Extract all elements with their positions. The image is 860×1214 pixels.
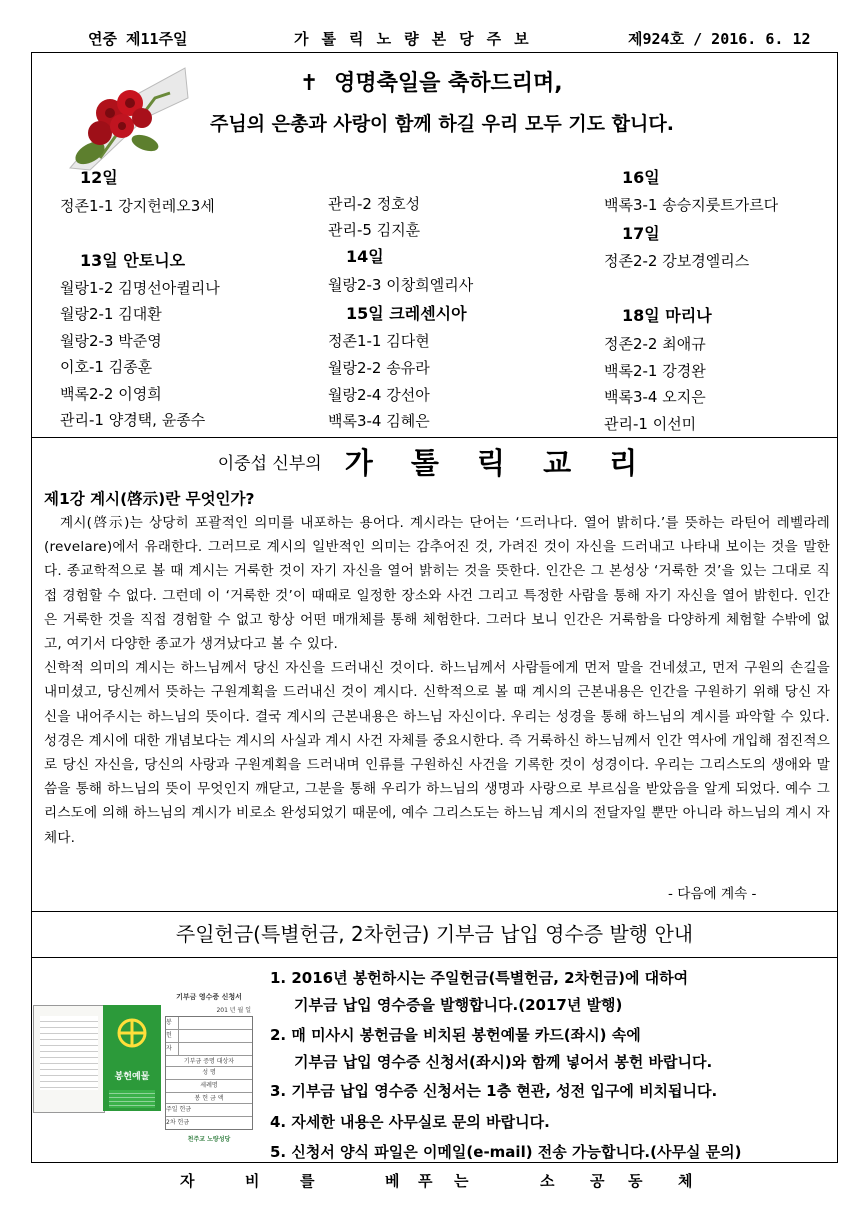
- offering-card: [103, 1005, 161, 1111]
- divider-notice-bottom: [31, 957, 838, 958]
- notice-item: 2. 매 미사시 봉헌금을 비치된 봉헌예물 카드(좌시) 속에: [270, 1026, 641, 1044]
- doctrine-author: 이중섭 신부의: [217, 454, 322, 474]
- doctrine-paragraph-1: 계시(啓示)는 상당히 포괄적인 의미를 내포하는 용어다. 계시라는 단어는 ‘드러나다. 열어 밝히다.’를 뜻하는 라틴어 레벨라레(revelare)에서 유래한다. 그러므로 계시의 일반적인 의미는 감추어진 것, 가려진 것이 자신을 드러내고 나타내 보이는 것을 말한다. 종교학적으로 볼 때 계시는 거룩한 것이 자기 자신을 열어 밝히는 것을 뜻한다. 인간은 그 본성상 ‘거룩한 것’을 있는 그대로 직접 경험할 수 없다. 그런데 이 ‘거룩한 것’이 때때로 일정한 장소와 사건 그리고 특정한 사람을 통해 자기 자신을 열어 밝힌다. 인간은 거룩한 것을 직접 경험할 수 없고 항상 어떤 매개체를 통해 체험한다. 그러다 보니 인간은 거룩함을 다양하게 체험할 수밖에 없고, 여기서 다양한 종교가 생겨났다고 볼 수 있다.: [44, 515, 830, 653]
- footer-motto: 자 비 를 베 푸 는 소 공 동 체: [180, 1172, 693, 1190]
- day-12: 12일: [80, 168, 118, 187]
- list-item: 월랑2-2 송유라: [328, 359, 430, 377]
- issue-number: 제924호 / 2016. 6. 12: [628, 30, 811, 48]
- card-label: 봉헌예물: [114, 1072, 150, 1082]
- continued-note: - 다음에 계속 -: [668, 886, 757, 902]
- cross-icon: ✝: [300, 71, 319, 96]
- form-table: 봉 헌 자 기부금 증명 대상자 성 명 세례명 봉 헌 금 액 주일 헌금 2차 헌금: [165, 1016, 253, 1130]
- notice-title: 주일헌금(특별헌금, 2차헌금) 기부금 납입 영수증 발행 안내: [175, 922, 694, 946]
- application-form: [163, 992, 255, 1143]
- notice-item: 4. 자세한 내용은 사무실로 문의 바랍니다.: [270, 1113, 550, 1131]
- day-14: 14일: [346, 247, 384, 266]
- list-item: 백록3-4 오지은: [604, 388, 706, 406]
- doctrine-body: [44, 511, 830, 850]
- list-item: 백록2-2 이영희: [60, 385, 162, 403]
- list-item: 백록3-1 송승지룻트가르다: [604, 196, 779, 214]
- feast-heading: [300, 66, 563, 97]
- feast-subtitle: 주님의 은총과 사랑이 함께 하길 우리 모두 기도 합니다.: [210, 113, 674, 135]
- list-item: 월랑2-4 강선아: [328, 386, 430, 404]
- flower-bouquet-image: [60, 58, 190, 176]
- day-13: 13일 안토니오: [80, 251, 186, 270]
- day-17: 17일: [622, 224, 660, 243]
- day-16: 16일: [622, 168, 660, 187]
- list-item: 정존2-2 강보경엘리스: [604, 252, 750, 270]
- doctrine-title: 가 톨 릭 교 리: [344, 446, 652, 480]
- notice-item: 기부금 납입 영수증 신청서(좌시)와 함께 넣어서 봉헌 바랍니다.: [294, 1053, 713, 1071]
- list-item: 백록3-4 김혜은: [328, 412, 430, 430]
- page-header: [0, 28, 860, 50]
- divider-doctrine: [31, 437, 838, 438]
- card-inner-page: [33, 1005, 105, 1113]
- day-15: 15일 크레센시아: [346, 304, 467, 323]
- notice-item: 기부금 납입 영수증을 발행합니다.(2017년 발행): [294, 996, 623, 1014]
- feast-title: 영명축일을 축하드리며,: [334, 71, 563, 96]
- form-year: 201 년 월 일: [216, 1007, 251, 1014]
- list-item: 백록2-1 강경완: [604, 362, 706, 380]
- list-item: 관리-2 정호성: [328, 195, 421, 213]
- doctrine-paragraph-2: 신학적 의미의 계시는 하느님께서 당신 자신을 드러내신 것이다. 하느님께서 사람들에게 먼저 말을 건네셨고, 먼저 구원의 손길을 내미셨고, 당신께서 뜻하는 구원계획을 드러내신 것이 계시다. 신학적으로 볼 때 계시의 근본내용은 인간을 구원하기 위해 당신 자신을 내어주시는 하느님의 뜻이다. 결국 계시의 근본내용은 하느님 자신이다. 우리는 성경을 통해 하느님의 계시를 파악할 수 있다. 성경은 계시에 대한 개념보다는 계시의 사실과 계시 사건 자체를 중요시한다. 즉 거룩하신 하느님께서 인간 역사에 개입해 점진적으로 당신 자신을, 당신의 사랑과 구원계획을 드러내며 인류를 구원하신 사건을 기록한 것이 성경이다. 우리는 그리스도의 생애와 말씀을 통해 하느님의 뜻이 무엇인지 깨닫고, 그분을 통해 우리가 하느님의 생명과 사랑으로 부르심을 받았음을 알게 되었다. 예수 그리스도에 의해 하느님의 계시가 비로소 완성되었기 때문에, 예수 그리스도는 하느님 계시의 전달자일 뿐만 아니라 하느님의 계시 자체다.: [44, 660, 830, 846]
- list-item: 정존1-1 김다현: [328, 332, 430, 350]
- notice-item: 3. 기부금 납입 영수증 신청서는 1층 현관, 성전 입구에 비치됩니다.: [270, 1082, 718, 1100]
- list-item: 월랑2-3 박준영: [60, 332, 162, 350]
- list-item: 정존1-1 강지헌레오3세: [60, 197, 215, 215]
- list-item: 정존2-2 최애규: [604, 335, 706, 353]
- lesson-title: 제1강 계시(啓示)란 무엇인가?: [44, 490, 255, 508]
- list-item: 월랑2-3 이창희엘리사: [328, 276, 474, 294]
- notice-item: 5. 신청서 양식 파일은 이메일(e-mail) 전송 가능합니다.(사무실 문의): [270, 1143, 742, 1161]
- form-title: 기부금 영수증 신청서: [176, 993, 242, 1001]
- list-item: 월랑1-2 김명선아퀼리나: [60, 279, 220, 297]
- list-item: 월랑2-1 김대환: [60, 305, 162, 323]
- list-item: 관리-1 양경택, 윤종수: [60, 411, 206, 429]
- list-item: 관리-1 이선미: [604, 415, 697, 433]
- notice-item: 1. 2016년 봉헌하시는 주일헌금(특별헌금, 2차헌금)에 대하여: [270, 969, 689, 987]
- form-footer: 천주교 노량성당: [187, 1136, 231, 1143]
- bulletin-title: 가 톨 릭 노 량 본 당 주 보: [294, 30, 531, 48]
- liturgical-season: 연중 제11주일: [88, 30, 188, 48]
- cross-circle-icon: [103, 1005, 161, 1065]
- list-item: 관리-5 김지훈: [328, 221, 421, 239]
- day-18: 18일 마리나: [622, 306, 712, 325]
- list-item: 이호-1 김종훈: [60, 358, 153, 376]
- doctrine-header: [31, 441, 838, 482]
